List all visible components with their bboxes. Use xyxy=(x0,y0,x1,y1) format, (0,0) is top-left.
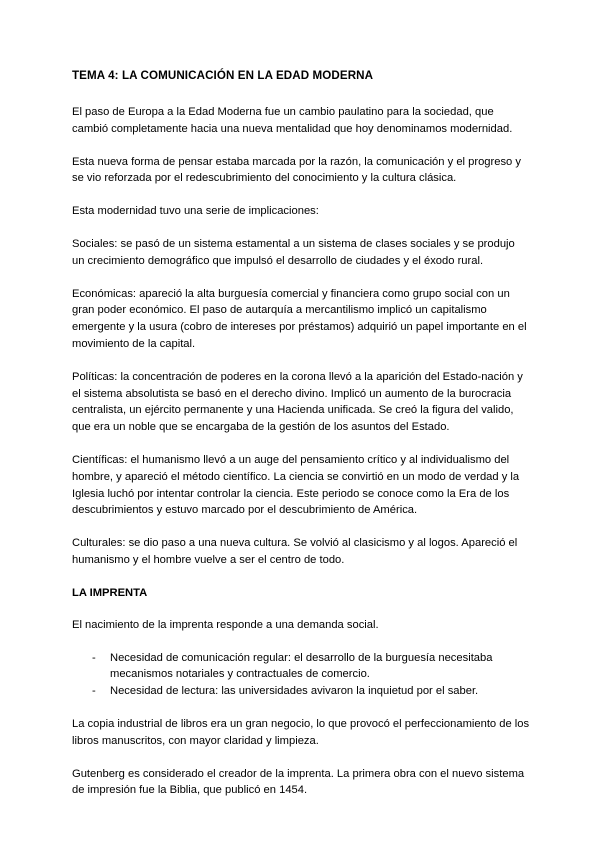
list-item xyxy=(92,683,530,700)
intro-paragraph: Esta nueva forma de pensar estaba marcada por la razón, la comunicación y el progreso y se vio reforzada por el redescubrimiento del conocimiento y la cultura clásica. xyxy=(72,155,521,185)
implication-economicas: Económicas: apareció la alta burguesía comercial y financiera como grupo social con un gran poder económico. El paso de autarquía a mercantilismo implicó un capitalismo emergente y la usura (cobro de intereses por préstamos) adquirió un papel importante en el movimiento de la capital. xyxy=(72,287,527,350)
implication-politicas: Políticas: la concentración de poderes en la corona llevó a la aparición del Estado-nación y el sistema absolutista se basó en el derecho divino. Implicó un aumento de la burocracia centralista, un ejército permanente y una Hacienda unificada. Se creó la figura del valido, que era un noble que se encargaba de la gestión de los asuntos del Estado. xyxy=(72,370,523,434)
implication-cientificas: Científicas: el humanismo llevó a un auge del pensamiento crítico y al individualismo del hombre, y apareció el método científico. La ciencia se convirtió en un modo de verdad y la Iglesia luchó por intentar controlar la ciencia. Este periodo se conoce como la Era de los descubrimientos y estuvo marcado por el descubrimiento de América. xyxy=(72,453,520,517)
imprenta-paragraph: La copia industrial de libros era un gran negocio, lo que provocó el perfeccionamiento de los libros manuscritos, con mayor claridad y limpieza. xyxy=(72,717,530,747)
list-item-text: Necesidad de lectura: las universidades avivaron la inquietud por el saber. xyxy=(110,685,479,698)
imprenta-intro: El nacimiento de la imprenta responde a una demanda social. xyxy=(72,618,379,631)
list-item xyxy=(92,650,530,684)
section-heading-imprenta: LA IMPRENTA xyxy=(72,586,148,599)
bullet-list xyxy=(72,650,530,700)
intro-paragraph: El paso de Europa a la Edad Moderna fue un cambio paulatino para la sociedad, que cambió completamente hacia una nueva mentalidad que hoy denominamos modernidad. xyxy=(72,106,513,135)
implication-sociales: Sociales: se pasó de un sistema estamental a un sistema de clases sociales y se produjo un crecimiento demográfico que impulsó el desarrollo de ciudades y el éxodo rural. xyxy=(72,237,515,267)
dash-bullet: - xyxy=(92,651,96,664)
intro-paragraph: Esta modernidad tuvo una serie de implicaciones: xyxy=(72,205,319,218)
document-title: TEMA 4: LA COMUNICACIÓN EN LA EDAD MODERNA xyxy=(72,69,374,82)
list-item-text: Necesidad de comunicación regular: el desarrollo de la burguesía necesitaba mecanismos notariales y contractuales de comercio. xyxy=(110,651,493,681)
imprenta-paragraph: Gutenberg es considerado el creador de la imprenta. La primera obra con el nuevo sistema de impresión fue la Biblia, que publicó en 1454. xyxy=(72,767,525,797)
dash-bullet: - xyxy=(92,685,96,698)
implication-culturales: Culturales: se dio paso a una nueva cultura. Se volvió al clasicismo y al logos. Apareció el humanismo y el hombre vuelve a ser el centro de todo. xyxy=(72,537,518,566)
